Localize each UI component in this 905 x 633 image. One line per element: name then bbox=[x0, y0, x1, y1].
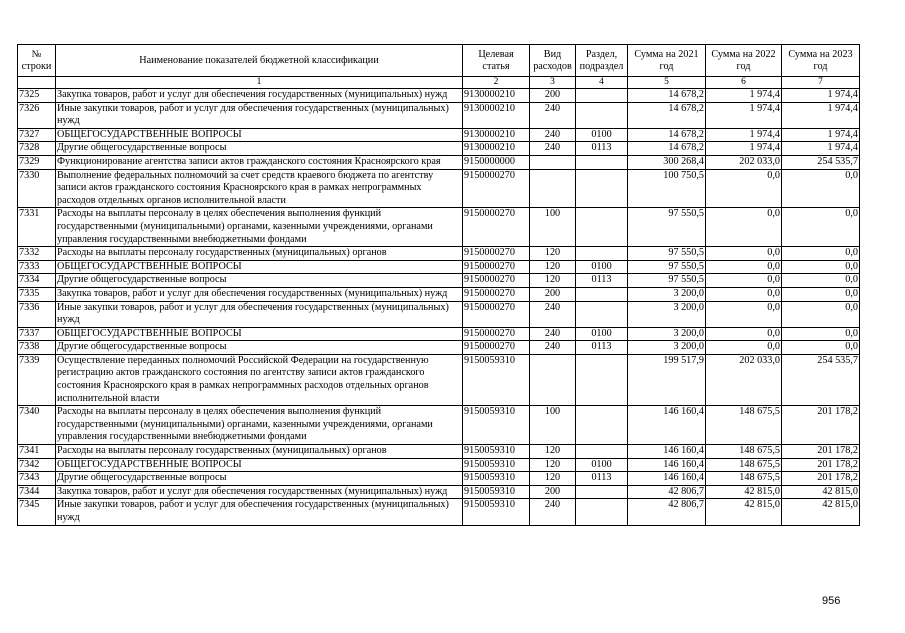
column-number-row bbox=[18, 77, 860, 89]
row-expense-type: 120 bbox=[530, 274, 576, 288]
row-section: 0100 bbox=[576, 260, 628, 274]
row-sum-2021: 300 268,4 bbox=[628, 155, 706, 169]
table-row bbox=[18, 128, 860, 142]
row-name: ОБЩЕГОСУДАРСТВЕННЫЕ ВОПРОСЫ bbox=[56, 128, 463, 142]
row-expense-type: 200 bbox=[530, 89, 576, 103]
page-number: 956 bbox=[822, 595, 841, 607]
row-target-article: 9150000270 bbox=[463, 169, 530, 208]
row-sum-2021: 199 517,9 bbox=[628, 354, 706, 405]
row-expense-type: 240 bbox=[530, 341, 576, 355]
row-sum-2022: 1 974,4 bbox=[706, 89, 782, 103]
row-section: 0100 bbox=[576, 458, 628, 472]
row-expense-type: 240 bbox=[530, 128, 576, 142]
row-sum-2023: 201 178,2 bbox=[782, 472, 860, 486]
row-name: Другие общегосударственные вопросы bbox=[56, 472, 463, 486]
row-target-article: 9150059310 bbox=[463, 406, 530, 445]
row-sum-2021: 42 806,7 bbox=[628, 485, 706, 499]
row-sum-2021: 14 678,2 bbox=[628, 128, 706, 142]
row-section: 0113 bbox=[576, 142, 628, 156]
row-expense-type: 240 bbox=[530, 301, 576, 327]
row-sum-2023: 1 974,4 bbox=[782, 142, 860, 156]
row-sum-2023: 0,0 bbox=[782, 327, 860, 341]
row-name: Расходы на выплаты персоналу в целях обеспечения выполнения функций государственными (муниципальными) органами, казенными учреждениями, органами управления государственными внебюджетными фондами bbox=[56, 208, 463, 247]
header-sum-2021: Сумма на 2021 год bbox=[628, 45, 706, 77]
row-sum-2021: 3 200,0 bbox=[628, 287, 706, 301]
row-sum-2021: 14 678,2 bbox=[628, 102, 706, 128]
row-sum-2023: 254 535,7 bbox=[782, 354, 860, 405]
row-section bbox=[576, 406, 628, 445]
row-sum-2023: 201 178,2 bbox=[782, 445, 860, 459]
row-sum-2023: 1 974,4 bbox=[782, 102, 860, 128]
row-target-article: 9130000210 bbox=[463, 102, 530, 128]
row-sum-2023: 0,0 bbox=[782, 169, 860, 208]
row-section bbox=[576, 247, 628, 261]
row-sum-2021: 97 550,5 bbox=[628, 208, 706, 247]
table-row bbox=[18, 287, 860, 301]
row-expense-type bbox=[530, 354, 576, 405]
row-target-article: 9130000210 bbox=[463, 142, 530, 156]
row-target-article: 9150000270 bbox=[463, 327, 530, 341]
row-number: 7339 bbox=[18, 354, 56, 405]
column-number: 6 bbox=[706, 77, 782, 89]
row-expense-type: 200 bbox=[530, 287, 576, 301]
row-sum-2022: 0,0 bbox=[706, 287, 782, 301]
table-row bbox=[18, 406, 860, 445]
header-expense-type: Вид расходов bbox=[530, 45, 576, 77]
row-number: 7344 bbox=[18, 485, 56, 499]
row-number: 7327 bbox=[18, 128, 56, 142]
row-sum-2022: 202 033,0 bbox=[706, 155, 782, 169]
row-name: Осуществление переданных полномочий Российской Федерации на государственную регистрацию актов гражданского состояния по агентству записи актов гражданского состояния Красноярского края в рамках непрограммных расходов отдельных органов исполнительной власти bbox=[56, 354, 463, 405]
header-target-article: Целевая статья bbox=[463, 45, 530, 77]
row-sum-2022: 0,0 bbox=[706, 327, 782, 341]
column-number: 1 bbox=[56, 77, 463, 89]
row-sum-2022: 42 815,0 bbox=[706, 485, 782, 499]
row-sum-2021: 3 200,0 bbox=[628, 301, 706, 327]
row-sum-2023: 0,0 bbox=[782, 260, 860, 274]
table-row bbox=[18, 260, 860, 274]
row-sum-2023: 0,0 bbox=[782, 274, 860, 288]
row-sum-2021: 146 160,4 bbox=[628, 472, 706, 486]
table-row bbox=[18, 301, 860, 327]
row-number: 7337 bbox=[18, 327, 56, 341]
row-sum-2023: 42 815,0 bbox=[782, 499, 860, 525]
row-sum-2023: 0,0 bbox=[782, 208, 860, 247]
row-expense-type: 120 bbox=[530, 472, 576, 486]
row-section: 0113 bbox=[576, 472, 628, 486]
row-number: 7330 bbox=[18, 169, 56, 208]
row-section bbox=[576, 354, 628, 405]
row-name: Закупка товаров, работ и услуг для обеспечения государственных (муниципальных) нужд bbox=[56, 485, 463, 499]
row-sum-2022: 0,0 bbox=[706, 208, 782, 247]
row-number: 7331 bbox=[18, 208, 56, 247]
row-section bbox=[576, 102, 628, 128]
row-sum-2023: 1 974,4 bbox=[782, 89, 860, 103]
row-name: Иные закупки товаров, работ и услуг для обеспечения государственных (муниципальных) нужд bbox=[56, 499, 463, 525]
row-number: 7341 bbox=[18, 445, 56, 459]
table-row bbox=[18, 499, 860, 525]
row-expense-type: 240 bbox=[530, 102, 576, 128]
row-sum-2022: 148 675,5 bbox=[706, 472, 782, 486]
table-body bbox=[18, 89, 860, 526]
table-row bbox=[18, 142, 860, 156]
row-section bbox=[576, 287, 628, 301]
column-number: 4 bbox=[576, 77, 628, 89]
column-number: 2 bbox=[463, 77, 530, 89]
row-target-article: 9150059310 bbox=[463, 472, 530, 486]
row-name: Другие общегосударственные вопросы bbox=[56, 341, 463, 355]
row-sum-2021: 146 160,4 bbox=[628, 458, 706, 472]
row-sum-2022: 0,0 bbox=[706, 247, 782, 261]
table-row bbox=[18, 89, 860, 103]
row-number: 7336 bbox=[18, 301, 56, 327]
row-sum-2021: 97 550,5 bbox=[628, 247, 706, 261]
row-number: 7335 bbox=[18, 287, 56, 301]
row-sum-2022: 0,0 bbox=[706, 169, 782, 208]
row-number: 7328 bbox=[18, 142, 56, 156]
header-section: Раздел, подраздел bbox=[576, 45, 628, 77]
row-expense-type: 240 bbox=[530, 499, 576, 525]
row-sum-2022: 1 974,4 bbox=[706, 128, 782, 142]
header-sum-2023: Сумма на 2023 год bbox=[782, 45, 860, 77]
row-sum-2023: 0,0 bbox=[782, 247, 860, 261]
column-number: 5 bbox=[628, 77, 706, 89]
column-number: 7 bbox=[782, 77, 860, 89]
row-sum-2023: 201 178,2 bbox=[782, 406, 860, 445]
row-name: ОБЩЕГОСУДАРСТВЕННЫЕ ВОПРОСЫ bbox=[56, 458, 463, 472]
row-name: Расходы на выплаты персоналу государственных (муниципальных) органов bbox=[56, 247, 463, 261]
row-expense-type: 120 bbox=[530, 458, 576, 472]
header-row-number: № строки bbox=[18, 45, 56, 77]
row-sum-2022: 148 675,5 bbox=[706, 458, 782, 472]
row-target-article: 9150000270 bbox=[463, 301, 530, 327]
row-sum-2022: 42 815,0 bbox=[706, 499, 782, 525]
row-sum-2023: 0,0 bbox=[782, 287, 860, 301]
row-sum-2022: 0,0 bbox=[706, 301, 782, 327]
row-sum-2021: 14 678,2 bbox=[628, 89, 706, 103]
budget-table bbox=[17, 44, 860, 526]
table-row bbox=[18, 445, 860, 459]
row-name: Расходы на выплаты персоналу государственных (муниципальных) органов bbox=[56, 445, 463, 459]
row-number: 7334 bbox=[18, 274, 56, 288]
row-section: 0113 bbox=[576, 341, 628, 355]
row-sum-2022: 202 033,0 bbox=[706, 354, 782, 405]
column-number-blank bbox=[18, 77, 56, 89]
row-sum-2022: 0,0 bbox=[706, 341, 782, 355]
row-sum-2022: 1 974,4 bbox=[706, 142, 782, 156]
row-target-article: 9150000270 bbox=[463, 208, 530, 247]
table-row bbox=[18, 247, 860, 261]
row-section bbox=[576, 485, 628, 499]
row-section bbox=[576, 445, 628, 459]
row-section bbox=[576, 301, 628, 327]
row-name: Другие общегосударственные вопросы bbox=[56, 142, 463, 156]
row-expense-type: 240 bbox=[530, 142, 576, 156]
row-target-article: 9150000000 bbox=[463, 155, 530, 169]
row-sum-2021: 3 200,0 bbox=[628, 327, 706, 341]
row-expense-type: 120 bbox=[530, 445, 576, 459]
row-name: ОБЩЕГОСУДАРСТВЕННЫЕ ВОПРОСЫ bbox=[56, 327, 463, 341]
row-name: Расходы на выплаты персоналу в целях обеспечения выполнения функций государственными (муниципальными) органами, казенными учреждениями, органами управления государственными внебюджетными фондами bbox=[56, 406, 463, 445]
row-target-article: 9150059310 bbox=[463, 499, 530, 525]
table-row bbox=[18, 458, 860, 472]
table-row bbox=[18, 472, 860, 486]
row-section bbox=[576, 208, 628, 247]
row-sum-2023: 254 535,7 bbox=[782, 155, 860, 169]
row-sum-2021: 146 160,4 bbox=[628, 406, 706, 445]
row-name: ОБЩЕГОСУДАРСТВЕННЫЕ ВОПРОСЫ bbox=[56, 260, 463, 274]
header-sum-2022: Сумма на 2022 год bbox=[706, 45, 782, 77]
row-expense-type bbox=[530, 155, 576, 169]
row-number: 7326 bbox=[18, 102, 56, 128]
table-row bbox=[18, 327, 860, 341]
row-target-article: 9150000270 bbox=[463, 260, 530, 274]
row-section bbox=[576, 499, 628, 525]
row-sum-2021: 97 550,5 bbox=[628, 260, 706, 274]
row-target-article: 9150000270 bbox=[463, 274, 530, 288]
row-expense-type: 200 bbox=[530, 485, 576, 499]
row-sum-2023: 42 815,0 bbox=[782, 485, 860, 499]
row-target-article: 9130000210 bbox=[463, 128, 530, 142]
row-sum-2021: 14 678,2 bbox=[628, 142, 706, 156]
row-sum-2021: 97 550,5 bbox=[628, 274, 706, 288]
row-section: 0100 bbox=[576, 327, 628, 341]
row-section bbox=[576, 155, 628, 169]
row-number: 7332 bbox=[18, 247, 56, 261]
table-row bbox=[18, 208, 860, 247]
row-name: Выполнение федеральных полномочий за счет средств краевого бюджета по агентству записи актов гражданского состояния Красноярского края в рамках непрограммных расходов отдельных органов исполнительной власти bbox=[56, 169, 463, 208]
table-header-row bbox=[18, 45, 860, 77]
row-target-article: 9150000270 bbox=[463, 247, 530, 261]
table-row bbox=[18, 341, 860, 355]
row-name: Иные закупки товаров, работ и услуг для обеспечения государственных (муниципальных) нужд bbox=[56, 301, 463, 327]
column-number: 3 bbox=[530, 77, 576, 89]
row-sum-2022: 0,0 bbox=[706, 274, 782, 288]
row-section bbox=[576, 89, 628, 103]
row-expense-type: 100 bbox=[530, 406, 576, 445]
row-expense-type: 240 bbox=[530, 327, 576, 341]
row-number: 7343 bbox=[18, 472, 56, 486]
row-target-article: 9150059310 bbox=[463, 445, 530, 459]
table-row bbox=[18, 169, 860, 208]
row-section: 0100 bbox=[576, 128, 628, 142]
row-name: Функционирование агентства записи актов гражданского состояния Красноярского края bbox=[56, 155, 463, 169]
row-expense-type: 120 bbox=[530, 260, 576, 274]
row-sum-2021: 42 806,7 bbox=[628, 499, 706, 525]
row-section bbox=[576, 169, 628, 208]
row-number: 7333 bbox=[18, 260, 56, 274]
row-number: 7329 bbox=[18, 155, 56, 169]
row-sum-2023: 201 178,2 bbox=[782, 458, 860, 472]
table-row bbox=[18, 354, 860, 405]
row-sum-2022: 148 675,5 bbox=[706, 445, 782, 459]
row-expense-type bbox=[530, 169, 576, 208]
row-sum-2021: 100 750,5 bbox=[628, 169, 706, 208]
row-target-article: 9150059310 bbox=[463, 485, 530, 499]
row-sum-2022: 148 675,5 bbox=[706, 406, 782, 445]
table-row bbox=[18, 274, 860, 288]
row-expense-type: 120 bbox=[530, 247, 576, 261]
table-row bbox=[18, 155, 860, 169]
row-number: 7345 bbox=[18, 499, 56, 525]
table-row bbox=[18, 102, 860, 128]
row-sum-2023: 0,0 bbox=[782, 341, 860, 355]
row-number: 7338 bbox=[18, 341, 56, 355]
row-name: Закупка товаров, работ и услуг для обеспечения государственных (муниципальных) нужд bbox=[56, 287, 463, 301]
row-sum-2021: 146 160,4 bbox=[628, 445, 706, 459]
row-target-article: 9150059310 bbox=[463, 354, 530, 405]
row-expense-type: 100 bbox=[530, 208, 576, 247]
row-section: 0113 bbox=[576, 274, 628, 288]
header-name: Наименование показателей бюджетной классификации bbox=[56, 45, 463, 77]
row-target-article: 9150059310 bbox=[463, 458, 530, 472]
row-name: Закупка товаров, работ и услуг для обеспечения государственных (муниципальных) нужд bbox=[56, 89, 463, 103]
row-number: 7325 bbox=[18, 89, 56, 103]
row-name: Другие общегосударственные вопросы bbox=[56, 274, 463, 288]
row-number: 7342 bbox=[18, 458, 56, 472]
row-target-article: 9130000210 bbox=[463, 89, 530, 103]
table-row bbox=[18, 485, 860, 499]
row-sum-2022: 0,0 bbox=[706, 260, 782, 274]
row-sum-2021: 3 200,0 bbox=[628, 341, 706, 355]
row-target-article: 9150000270 bbox=[463, 287, 530, 301]
row-number: 7340 bbox=[18, 406, 56, 445]
row-sum-2023: 1 974,4 bbox=[782, 128, 860, 142]
row-sum-2023: 0,0 bbox=[782, 301, 860, 327]
row-target-article: 9150000270 bbox=[463, 341, 530, 355]
row-sum-2022: 1 974,4 bbox=[706, 102, 782, 128]
row-name: Иные закупки товаров, работ и услуг для обеспечения государственных (муниципальных) нужд bbox=[56, 102, 463, 128]
